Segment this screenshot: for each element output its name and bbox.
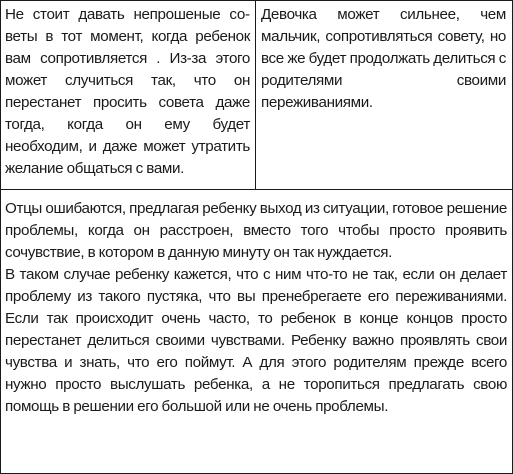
table-cell-top-left <box>1 1 256 189</box>
top-left-text: Не стоит давать непрошеные советы в тот момент, когда ребенок вам сопротивляется . Из-за этого может случиться так, что он перестанет просить совета даже тогда, когда он ему будет необходим, и даже может утратить желание общаться с вами. <box>5 6 250 177</box>
table-top-row <box>1 1 512 190</box>
top-right-text: Девочка может сильнее, чем мальчик, сопротивляться совету, но все же будет продолжать делиться с родителями своими переживаниями. <box>261 6 506 111</box>
table-cell-bottom <box>1 190 512 473</box>
bottom-paragraph-2: В таком случае ребенку кажется, что с ним что-то не так, если он делает проблему из такого пустяка, что вы пренебрегаете его переживаниями. Если так происходит очень часто, то ребенок в конце концов просто перестанет делиться своими чувствами. Ребенку важно проявлять свои чувства и знать, что его поймут. А для этого родителям прежде всего нужно просто выслушать ребенка, а не торопиться предлагать свою помощь в решении его большой или не очень проблемы. <box>5 266 507 415</box>
bottom-paragraph-1: Отцы ошибаются, предлагая ребенку выход из ситуации, готовое решение проблемы, когда он расстроен, вместо того чтобы просто проявить сочувствие, в котором в данную минуту он так нуждается. <box>5 200 507 261</box>
bottom-text-block <box>5 198 507 418</box>
table-cell-top-right <box>256 1 512 189</box>
